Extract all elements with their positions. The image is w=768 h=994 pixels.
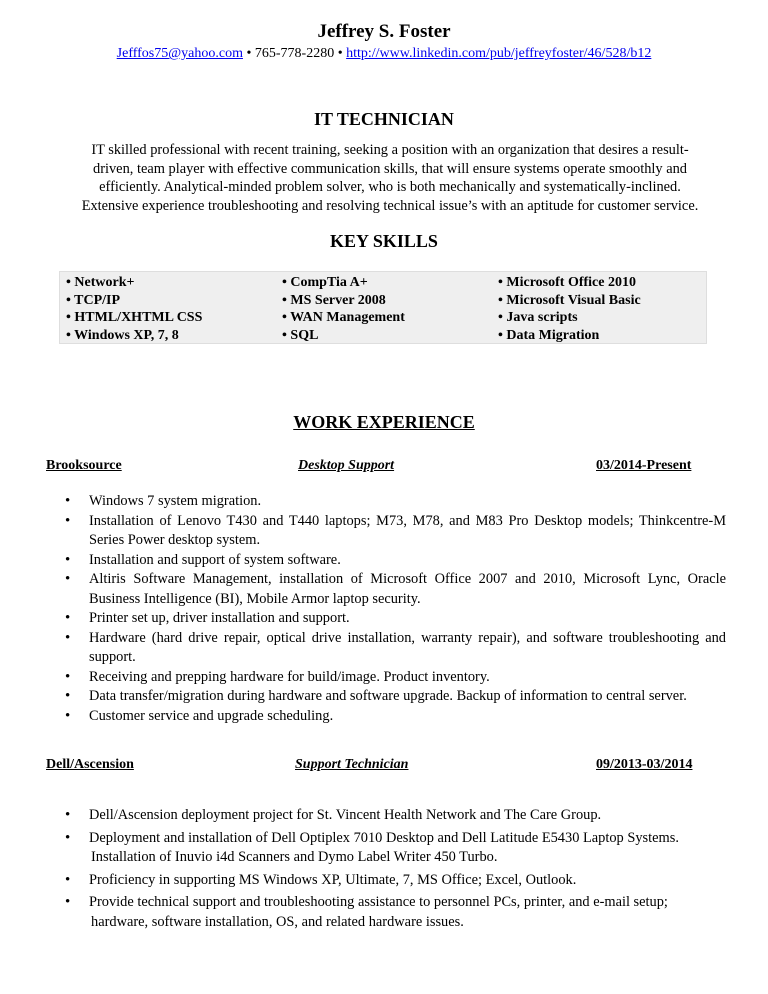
job-position	[298, 456, 394, 476]
skill-item: • Data Migration	[498, 327, 600, 343]
skills-table	[59, 271, 707, 344]
list-item: • Data transfer/migration during hardware and software upgrade. Backup of information to central server.	[62, 687, 726, 707]
job-company: Dell/Ascension	[46, 757, 134, 772]
phone-text: • 765-778-2280 •	[242, 46, 347, 61]
list-item: • Dell/Ascension deployment project for St. Vincent Health Network and The Care Group.	[62, 806, 726, 826]
list-item: • Customer service and upgrade scheduling.	[62, 707, 726, 727]
skill-item: • HTML/XHTML CSS	[66, 310, 203, 325]
list-item	[62, 893, 726, 932]
job-company: Brooksource	[46, 458, 122, 473]
skills-column-3	[498, 274, 641, 344]
skill-item: • Windows XP, 7, 8	[66, 327, 179, 343]
job-1-bullets	[62, 492, 726, 726]
contact-line	[0, 46, 768, 62]
skill-item: • Microsoft Office 2010	[498, 275, 636, 290]
list-item: • Altiris Software Management, installation of Microsoft Office 2007 and 2010, Microsoft Lync, Oracle Business Intelligence (BI), Mobile Armor laptop security.	[62, 570, 726, 609]
list-item: • Printer set up, driver installation and support.	[62, 609, 726, 629]
bullet-continuation: Installation of Inuvio i4d Scanners and Dymo Label Writer 450 Turbo.	[91, 849, 498, 865]
job-title-heading: IT TECHNICIAN	[314, 109, 454, 129]
job-position-text: Support Technician	[295, 757, 409, 772]
skill-item: • MS Server 2008	[282, 292, 386, 308]
bullet-continuation: hardware, software installation, OS, and related hardware issues.	[91, 913, 464, 930]
skills-column-2	[282, 274, 405, 344]
list-item: • Installation and support of system software.	[62, 551, 726, 571]
summary-paragraph	[60, 141, 720, 215]
summary-line: driven, team player with effective communication skills, that will ensure systems operate smoothly and	[93, 160, 687, 177]
work-experience-heading: WORK EXPERIENCE	[293, 412, 475, 432]
list-item: • Windows 7 system migration.	[62, 492, 726, 512]
key-skills-heading: KEY SKILLS	[330, 231, 438, 251]
skills-column-1	[66, 274, 202, 344]
skill-item: • CompTia A+	[282, 275, 368, 290]
list-item: • Receiving and prepping hardware for build/image. Product inventory.	[62, 668, 726, 688]
list-item: • Installation of Lenovo T430 and T440 laptops; M73, M78, and M83 Pro Desktop models; Thinkcentre-M Series Power desktop system.	[62, 512, 726, 551]
job-position	[295, 755, 408, 775]
skill-item: • Network+	[66, 275, 135, 290]
job-2-bullets	[62, 806, 726, 935]
resume-name: Jeffrey S. Foster	[317, 21, 451, 42]
email-link[interactable]: Jefffos75@yahoo.com	[116, 46, 243, 61]
job-position-text: Desktop Support	[298, 458, 395, 473]
linkedin-link[interactable]: http://www.linkedin.com/pub/jeffreyfoster/46/528/b12	[346, 46, 652, 61]
summary-line: efficiently. Analytical-minded problem solver, who is both mechanically and systematically-inclined.	[99, 179, 681, 196]
skill-item: • WAN Management	[282, 310, 405, 325]
summary-line: Extensive experience troubleshooting and resolving technical issue’s with an aptitude for customer service.	[81, 197, 699, 214]
bullet-text: Deployment and installation of Dell Optiplex 7010 Desktop and Dell Latitude E5430 Laptop Systems.	[89, 829, 679, 846]
skill-item: • Microsoft Visual Basic	[498, 292, 641, 308]
summary-line: IT skilled professional with recent training, seeking a position with an organization that desires a result-	[91, 142, 689, 158]
job-dates: 03/2014-Present	[596, 458, 692, 473]
bullet-text: Provide technical support and troubleshooting assistance to personnel PCs, printer, and e-mail setup;	[89, 894, 668, 910]
list-item: • Proficiency in supporting MS Windows XP, Ultimate, 7, MS Office; Excel, Outlook.	[62, 871, 726, 891]
skill-item: • Java scripts	[498, 310, 578, 325]
skill-item: • TCP/IP	[66, 292, 121, 308]
list-item: • Hardware (hard drive repair, optical drive installation, warranty repair), and software troubleshooting and support.	[62, 629, 726, 668]
list-item	[62, 829, 726, 868]
job-dates: 09/2013-03/2014	[596, 757, 693, 772]
skill-item: • SQL	[282, 327, 319, 343]
